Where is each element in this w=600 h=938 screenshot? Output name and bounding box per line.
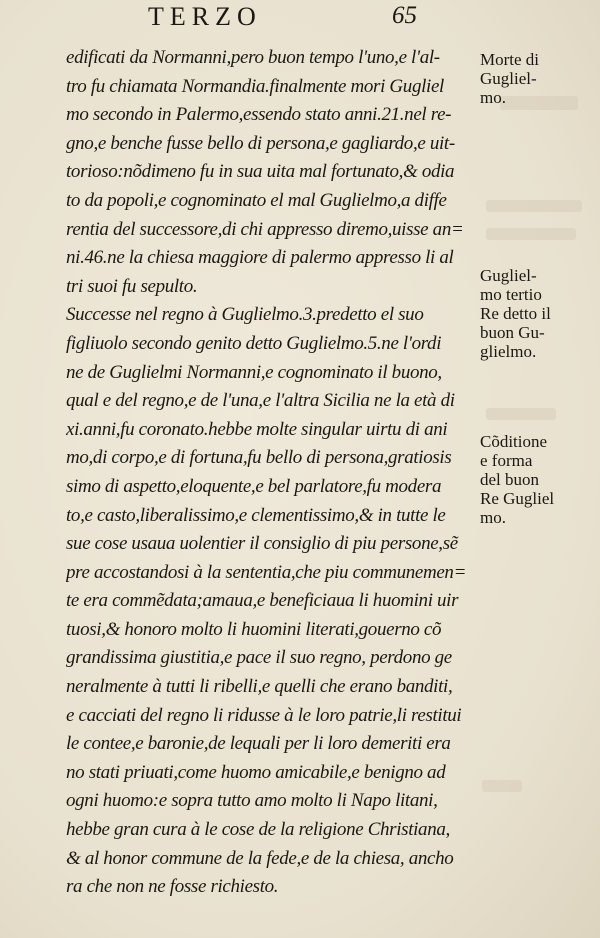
show-through-smudge bbox=[486, 408, 556, 420]
text-line: gno,e benche fusse bello di persona,e gagliardo,e uit- bbox=[66, 132, 455, 154]
marginal-note-line: Gugliel- bbox=[480, 266, 537, 285]
text-line: mo,di corpo,e di fortuna,fu bello di persona,gratiosis bbox=[66, 447, 452, 469]
show-through-smudge bbox=[486, 228, 576, 240]
text-line: to,e casto,liberalissimo,e clementissimo,& in tutte le bbox=[66, 504, 446, 526]
marginal-note-line: Cõditione bbox=[480, 432, 548, 451]
text-line: figliuolo secondo genito detto Guglielmo.5.ne l'ordi bbox=[66, 332, 442, 354]
marginal-note-line: e forma bbox=[480, 451, 533, 470]
text-line: simo di aspetto,eloquente,e bel parlatore,fu modera bbox=[66, 475, 442, 497]
text-line: xi.anni,fu coronato.hebbe molte singular uirtu di ani bbox=[66, 418, 448, 440]
text-line: to da popoli,e cognominato el mal Guglielmo,a diffe bbox=[66, 189, 447, 211]
main-text-block bbox=[66, 44, 474, 902]
page-number: 65 bbox=[392, 2, 417, 29]
marginal-note-line: Morte di bbox=[480, 50, 540, 69]
text-line: grandissima giustitia,e pace il suo regno, perdono ge bbox=[66, 647, 452, 669]
text-line: edificati da Normanni,pero buon tempo l'uno,e l'al- bbox=[66, 47, 440, 68]
marginal-note-line: Gugliel- bbox=[480, 69, 537, 88]
text-line: sue cose usaua uolentier il consiglio di piu persone,sẽ bbox=[66, 533, 458, 555]
marginal-note-line: Re detto il bbox=[480, 304, 551, 323]
running-head: TERZO bbox=[148, 2, 262, 31]
text-line: pre accostandosi à la sententia,che piu communemen= bbox=[66, 561, 467, 583]
text-line: le contee,e baronie,de lequali per li loro demeriti era bbox=[66, 733, 451, 755]
text-line: mo secondo in Palermo,essendo stato anni.21.nel re- bbox=[66, 104, 452, 126]
marginal-note-line: buon Gu- bbox=[480, 323, 545, 342]
page-header bbox=[0, 2, 600, 36]
marginal-note-line: mo tertio bbox=[480, 285, 542, 304]
text-line: qual e del regno,e de l'una,e l'altra Sicilia ne la età di bbox=[66, 390, 455, 412]
text-line: ne de Guglielmi Normanni,e cognominato il buono, bbox=[66, 361, 442, 383]
marginal-note-line: Re Gugliel bbox=[480, 489, 555, 508]
text-line: neralmente à tutti li ribelli,e quelli che erano banditi, bbox=[66, 676, 453, 698]
text-line: no stati priuati,come huomo amicabile,e benigno ad bbox=[66, 761, 446, 783]
marginal-note-line: mo. bbox=[480, 88, 506, 107]
text-line: hebbe gran cura à le cose de la religione Christiana, bbox=[66, 819, 450, 841]
text-line: ra che non ne fosse richiesto. bbox=[66, 876, 279, 898]
marginal-note-line: del buon bbox=[480, 470, 540, 489]
marginal-note-death-of-william bbox=[480, 50, 598, 107]
text-line: tro fu chiamata Normandia.finalmente mori Gugliel bbox=[66, 75, 444, 97]
text-line: tuosi,& honoro molto li huomini literati,gouerno cõ bbox=[66, 618, 442, 640]
text-line: e cacciati del regno li ridusse à le loro patrie,li restitui bbox=[66, 704, 462, 726]
text-line: ogni huomo:e sopra tutto amo molto li Napo litani, bbox=[66, 790, 438, 812]
text-line: ni.46.ne la chiesa maggiore di palermo appresso li al bbox=[66, 247, 454, 269]
text-line: Successe nel regno à Guglielmo.3.predetto el suo bbox=[66, 304, 424, 326]
marginal-note-line: glielmo. bbox=[480, 342, 537, 361]
show-through-smudge bbox=[482, 780, 522, 792]
marginal-note-william-the-good bbox=[480, 266, 598, 361]
text-line: rentia del successore,di chi appresso diremo,uisse an= bbox=[66, 218, 464, 240]
show-through-smudge bbox=[486, 200, 582, 212]
text-line: torioso:nõdimeno fu in sua uita mal fortunato,& odia bbox=[66, 161, 455, 183]
text-line: te era commẽdata;amaua,e beneficiaua li huomini uir bbox=[66, 590, 459, 612]
text-line: tri suoi fu sepulto. bbox=[66, 275, 198, 297]
marginal-note-condition-of-king bbox=[480, 432, 598, 527]
marginal-note-line: mo. bbox=[480, 508, 506, 527]
text-line: & al honor commune de la fede,e de la chiesa, ancho bbox=[66, 847, 454, 869]
